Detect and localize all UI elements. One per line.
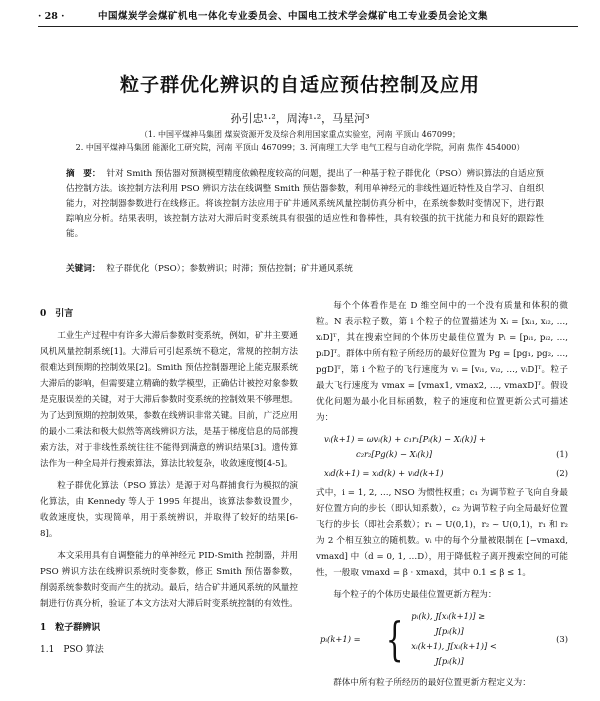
body-paragraph: 群体中所有粒子所经历的最好位置更新方程定义为： [333, 678, 531, 688]
right-column [316, 298, 568, 697]
section-heading-intro: 0 引言 [40, 309, 74, 319]
page-number: · 28 · [38, 11, 65, 22]
equation-3-case: xᵢ(k+1), J[xᵢ(k+1)] < [411, 641, 497, 651]
body-paragraph: 本文采用具有自调整能力的单神经元 PID-Smith 控制器，并用 PSO 辨识方法在线辨识系统时变参数，修正 Smith 预估器参数，削弱系统参数时变而产生的扰动。最后，结合矿井通风系统的风量控制进行仿真分析，验证了本文方法对大滞后时变系统控制的有效性。 [40, 551, 298, 609]
body-paragraph: 工业生产过程中有许多大滞后参数时变系统，例如，矿井主要通风机风量控制系统[1]。大滞后可引起系统不稳定，常规的控制方法很难达到预期的控制效果[2]。Smith 预估控制器理论上能克服系统大滞后的影响，但需要建立精确的数学模型，正确估计被控对象参数是克服误差的关键，对于大滞后参数时变系统的控制效果不够理想。为了达到预期的控制效果，参数在线辨识非常关键。目前，广泛应用的最小二乘法和极大似然等离线辨识方法，是基于梯度信息的局部搜索方法，对于非线性系统往往不能得到满意的辨识结果[3]。遗传算法作为一种全局并行搜索算法，算法比较复杂，收敛速度慢[4-5]。 [40, 331, 298, 469]
abstract [66, 167, 544, 242]
section-heading-pso-identification: 1 粒子群辨识 [40, 623, 101, 633]
body-paragraph: 每个粒子的个体历史最佳位置更新方程为： [333, 590, 497, 600]
equation-3-case: J[pᵢ(k)] [435, 626, 464, 636]
equation-2-number: (2) [556, 468, 568, 478]
equation-1-number: (1) [556, 449, 568, 459]
equation-2-text: xᵢd(k+1) = xᵢd(k) + vᵢd(k+1) [324, 468, 444, 478]
equation-1-line-1: vᵢ(k+1) = ωvᵢ(k) + c₁r₁[Pᵢ(k) − Xᵢ(k)] + [324, 434, 487, 444]
subsection-heading-pso-algorithm: 1.1 PSO 算法 [40, 645, 104, 655]
body-paragraph: 式中，i = 1, 2, …, NSO 为惯性权重；c₁ 为调节粒子飞向自身最好位置方向的步长（即认知系数），c₂ 为调节粒子向全局最好位置飞行的步长（即社会系数）；r₁ ~ U(0,1)，r₂ ~ U(0,1)，r₁ 和 r₂ 为 2 个相互独立的随机数。vᵢ 中的每个分量被限制在 [−vmaxd, vmaxd] 中（d = 0, 1, …D），用于降低粒子离开搜索空间的可能性，一般取 vmaxd = β · xmaxd，其中 0.1 ≤ β ≤ 1。 [316, 488, 568, 578]
author-list: 孙引忠¹·²，周涛¹·²，马星河³ [230, 112, 370, 125]
equation-3-lhs: pᵢ(k+1) = [320, 634, 361, 644]
equation-1-line-2: c₂r₂[Pg(k) − Xᵢ(k)] [356, 449, 433, 459]
affiliations [10, 128, 590, 154]
left-column [40, 298, 298, 662]
abstract-label: 摘 要： [66, 169, 101, 179]
paper-title: 粒子群优化辨识的自适应预估控制及应用 [119, 74, 480, 96]
affiliation-line: 2. 中国平煤神马集团 能源化工研究院，河南 平顶山 467099；3. 河南理工大学 电气工程与自动化学院，河南 焦作 454000） [75, 143, 525, 152]
equation-1 [316, 432, 568, 462]
equation-3-case: pᵢ(k), J[xᵢ(k+1)] ≥ [411, 611, 486, 621]
keywords-label: 关键词： [66, 264, 101, 274]
body-paragraph: 每个个体看作是在 D 维空间中的一个没有质量和体积的微粒。N 表示粒子数，第 i 个粒子的位置描述为 Xᵢ = [xᵢ₁, xᵢ₂, …, xᵢD]ᵀ，其在搜索空间的个体历史最佳位置为 Pᵢ = [pᵢ₁, pᵢ₂, …, pᵢD]ᵀ。群体中所有粒子所经历的最好位置为 Pg = [pg₁, pg₂, …, pgD]ᵀ，第 i 个粒子的飞行速度为 vᵢ = [vᵢ₁, vᵢ₂, …, vᵢD]ᵀ。粒子最大飞行速度为 vmax = [vmax1, vmax2, …, vmaxD]ᵀ。假设优化问题为最小化目标函数，粒子的速度和位置更新公式可描述为： [316, 301, 568, 423]
abstract-text: 针对 Smith 预估器对预测模型精度依赖程度较高的问题，提出了一种基于粒子群优化（PSO）辨识算法的自适应预估控制方法。该控制方法利用 PSO 辨识方法在线调整 Smith 预估器参数，利用单神经元的非线性逼近特性及自学习、自组织能力，对控制器参数进行在线修正。将该控制方法应用于矿井通风系统风量控制仿真分析中，在系统参数时变情况下，进行跟踪响应分析。结果表明，该控制方法对大滞后时变系统具有很强的适应性和鲁棒性，具有较强的抗干扰能力和良好的跟踪性能。 [66, 169, 544, 239]
keywords-text: 粒子群优化（PSO）；参数辨识；时滞；预估控制；矿井通风系统 [106, 264, 353, 274]
equation-3-case: J[pᵢ(k)] [435, 656, 464, 666]
equation-2 [316, 466, 568, 481]
equation-3-number: (3) [556, 634, 568, 644]
equation-3 [320, 609, 568, 669]
body-paragraph: 粒子群优化算法（PSO 算法）是源于对鸟群捕食行为模拟的演化算法，由 Kennedy 等人于 1995 年提出，该算法参数设置少，收敛速度快，实现简单，用于系统辨识，并取得了较好的结果[6-8]。 [40, 481, 298, 539]
running-header [38, 8, 578, 27]
affiliation-line: （1. 中国平煤神马集团 煤炭资源开发及综合利用国家重点实验室，河南 平顶山 467099； [139, 130, 461, 139]
keywords [66, 262, 544, 276]
running-title: 中国煤炭学会煤矿机电一体化专业委员会、中国电工技术学会煤矿电工专业委员会论文集 [98, 11, 489, 22]
left-brace-icon: { [385, 612, 404, 666]
